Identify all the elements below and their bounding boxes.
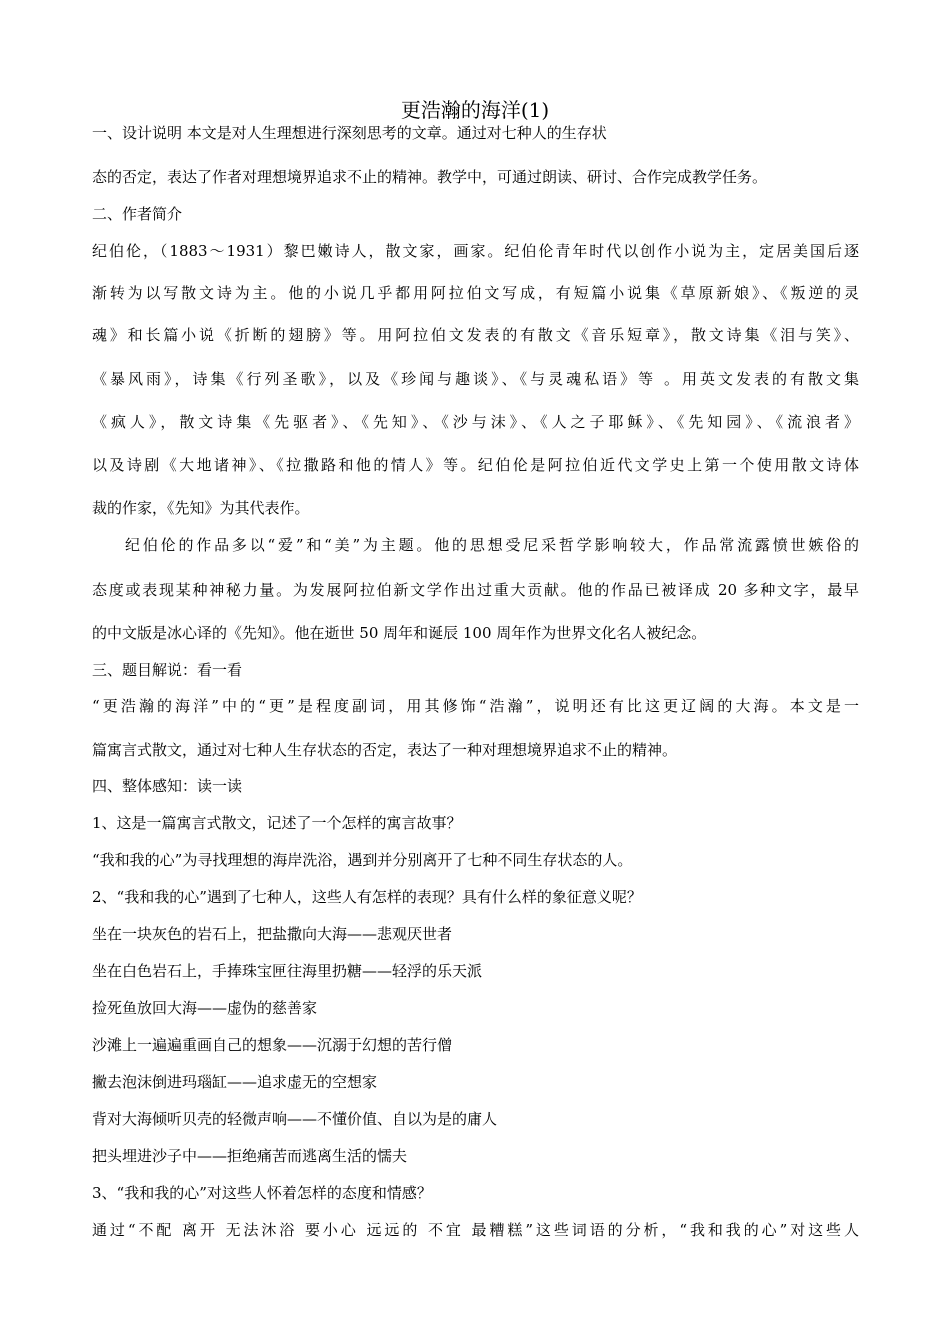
text-line: “我和我的心”为寻找理想的海岸洗浴，遇到并分别离开了七种不同生存状态的人。 [92,851,633,869]
text-line: 的中文版是冰心译的《先知》。他在逝世 50 周年和诞辰 100 周年作为世界文化名人被纪念。 [92,624,707,642]
list-item: 背对大海倾听贝壳的轻微声响——不懂价值、自以为是的庸人 [92,1110,498,1128]
text-line: 魂》和长篇小说《折断的翅膀》等。用阿拉伯文发表的有散文《音乐短章》，散文诗集《泪与笑》、 [92,326,859,344]
section-heading: 二、作者简介 [92,205,183,223]
text-line: 通过“不配 离开 无法沐浴 要小心 远远的 不宜 最糟糕”这些词语的分析，“我和我的心”对这些人 [92,1221,859,1239]
text-line: 纪伯伦，（1883～1931）黎巴嫩诗人，散文家，画家。纪伯伦青年时代以创作小说为主，定居美国后逐 [92,242,859,260]
text-line: 篇寓言式散文，通过对七种人生存状态的否定，表达了一种对理想境界追求不止的精神。 [92,741,678,759]
list-item: 捡死鱼放回大海——虚伪的慈善家 [92,999,318,1017]
list-item: 撇去泡沫倒进玛瑙缸——追求虚无的空想家 [92,1073,378,1091]
text-line: 裁的作家，《先知》为其代表作。 [92,499,310,517]
list-item: 坐在白色岩石上，手捧珠宝匣往海里扔糖——轻浮的乐天派 [92,962,483,980]
document-title: 更浩瀚的海洋(1) [400,98,550,122]
list-item: 沙滩上一遍遍重画自己的想象——沉溺于幻想的苦行僧 [92,1036,453,1054]
text-line: 态度或表现某种神秘力量。为发展阿拉伯新文学作出过重大贡献。他的作品已被译成 20 多种文字，最早 [92,581,859,599]
text-line: 以及诗剧《大地诸神》、《拉撒路和他的情人》等。纪伯伦是阿拉伯近代文学史上第一个使用散文诗体 [92,456,859,474]
section-heading: 四、整体感知：读一读 [92,777,243,795]
section-heading: 三、题目解说：看一看 [92,661,243,679]
text-line: “更浩瀚的海洋”中的“更”是程度副词，用其修饰“浩瀚”，说明还有比这更辽阔的大海。本文是一 [92,697,859,715]
text-line: 一、设计说明 本文是对人生理想进行深刻思考的文章。通过对七种人的生存状 [92,124,607,142]
list-item: 把头埋进沙子中——拒绝痛苦而逃离生活的懦夫 [92,1147,408,1165]
question-line: 2、“我和我的心”遇到了七种人，这些人有怎样的表现？具有什么样的象征意义呢？ [92,888,642,906]
text-line: 态的否定，表达了作者对理想境界追求不止的精神。教学中，可通过朗读、研讨、合作完成教学任务。 [92,168,768,186]
question-line: 3、“我和我的心”对这些人怀着怎样的态度和情感？ [92,1184,432,1202]
text-line: 纪伯伦的作品多以“爱”和“美”为主题。他的思想受尼采哲学影响较大，作品常流露愤世嫉俗的 [125,536,859,554]
question-line: 1、这是一篇寓言式散文，记述了一个怎样的寓言故事？ [92,814,462,832]
text-line: 《暴风雨》，诗集《行列圣歌》，以及《珍闻与趣谈》、《与灵魂私语》等 。用英文发表的有散文集 [92,370,859,388]
text-line: 渐转为以写散文诗为主。他的小说几乎都用阿拉伯文写成，有短篇小说集《草原新娘》、《叛逆的灵 [92,284,859,302]
list-item: 坐在一块灰色的岩石上，把盐撒向大海——悲观厌世者 [92,925,453,943]
text-line: 《疯人》，散文诗集《先驱者》、《先知》、《沙与沫》、《人之子耶稣》、《先知园》、《流浪者》 [92,413,859,431]
